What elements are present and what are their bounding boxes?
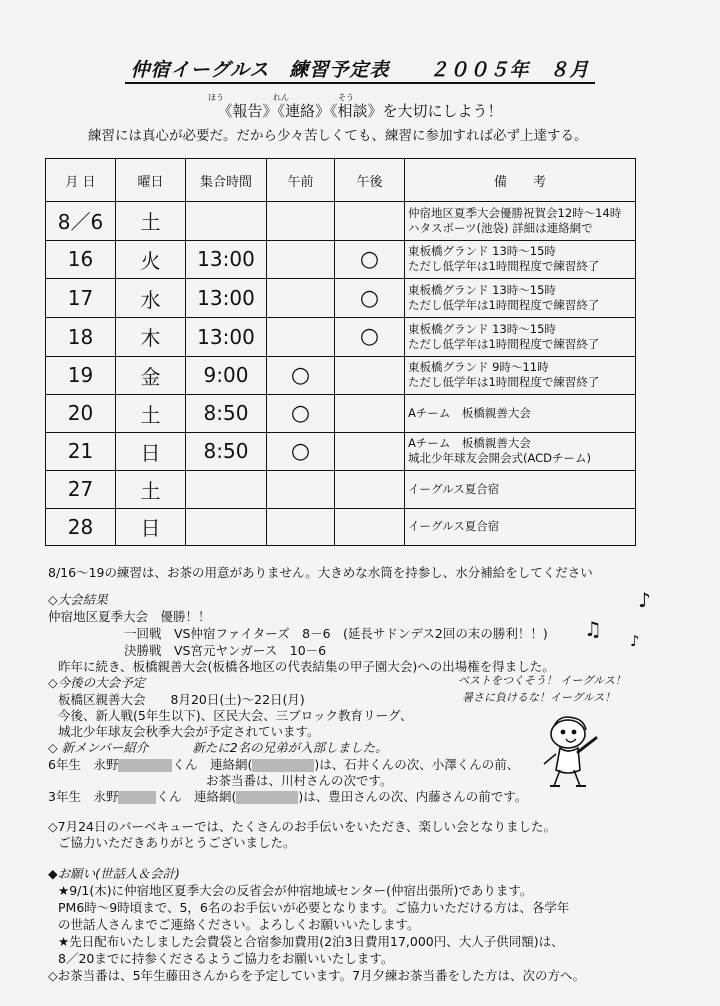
cell-am: ○ xyxy=(267,432,335,471)
cell-pm: ○ xyxy=(335,317,405,356)
music-notes-icon: ♫ xyxy=(584,617,602,641)
redacted-phone xyxy=(236,791,298,804)
eagle-mascot-icon xyxy=(530,708,610,790)
requests-line-3: の世話人さんまでご連絡ください。よろしくお願いいたします。 xyxy=(58,917,420,932)
ruby-ho: ほう xyxy=(208,93,224,102)
note-line: ハタスポーツ(池袋) 詳細は連絡網で xyxy=(408,220,593,235)
schedule-table xyxy=(45,158,636,546)
note-line: 城北少年球友会開会式(ACDチーム) xyxy=(408,451,592,466)
cell-pm xyxy=(335,508,405,545)
cell-am xyxy=(267,508,335,545)
cell-day: 土 xyxy=(116,202,186,241)
upcoming-heading: ◇今後の大会予定 xyxy=(48,675,146,690)
cell-time: 13:00 xyxy=(186,279,267,318)
cell-date: 28 xyxy=(46,508,116,545)
title-bar xyxy=(0,55,720,82)
cell-am xyxy=(267,279,335,318)
table-row xyxy=(46,432,636,471)
cell-pm xyxy=(335,356,405,395)
requests-line-2: PM6時～9時頃まで、5，6名のお手伝いが必要となります。ご協力いただける方は、各学年 xyxy=(58,900,570,915)
table-row xyxy=(46,395,636,432)
note-line: 東板橋グランド 13時～15時 xyxy=(408,283,556,298)
note-line: ただし低学年は1時間程度で練習終了 xyxy=(408,259,600,274)
bbq-line-1: ◇7月24日のバーベキューでは、たくさんのお手伝いをいただき、楽しい会となりました。 xyxy=(48,819,556,834)
cell-time: 13:00 xyxy=(186,240,267,279)
cell-day: 水 xyxy=(116,279,186,318)
cell-am xyxy=(267,317,335,356)
table-row xyxy=(46,508,636,545)
member-2-order: )は、豊田さんの次、内藤さんの前です。 xyxy=(298,789,528,804)
note-line: ただし低学年は1時間程度で練習終了 xyxy=(408,336,600,351)
music-note-small-icon: ♪ xyxy=(630,632,640,650)
col-day: 曜日 xyxy=(116,159,186,202)
cell-am xyxy=(267,202,335,241)
slogan: 《報告》《連絡》《相談》を大切にしよう！ xyxy=(217,102,503,120)
cell-time: 8:50 xyxy=(186,395,267,432)
member-1-contact: くん 連絡網( xyxy=(172,757,253,772)
cell-pm xyxy=(335,432,405,471)
cell-time: 8:50 xyxy=(186,432,267,471)
cell-time: 9:00 xyxy=(186,356,267,395)
col-time: 集合時間 xyxy=(186,159,267,202)
ruby-ren: れん xyxy=(273,93,289,102)
results-line-3: 決勝戦 VS宮元ヤンガース 10－6 xyxy=(124,643,327,658)
cell-date: 17 xyxy=(46,279,116,318)
table-header-row xyxy=(46,159,636,202)
members-subheading: 新たに2名の兄弟が入部しました。 xyxy=(192,740,388,755)
cell-pm: ○ xyxy=(335,279,405,318)
cell-notes xyxy=(405,356,636,395)
cell-day: 金 xyxy=(116,356,186,395)
cell-date: 18 xyxy=(46,317,116,356)
col-pm: 午後 xyxy=(335,159,405,202)
redacted-name xyxy=(118,759,172,772)
requests-line-5: 8／20までに持参くださるようご協力をお願いいたします。 xyxy=(58,951,394,966)
bbq-line-2: ご協力いただきありがとうございました。 xyxy=(58,835,296,850)
cell-time xyxy=(186,471,267,508)
cell-date: 20 xyxy=(46,395,116,432)
member-2-grade: 3年生 永野 xyxy=(48,789,119,804)
requests-line-1: ★9/1(木)に仲宿地区夏季大会の反省会が仲宿地域センター(仲宿出張所)であります。 xyxy=(58,883,533,898)
member-1-tea: お茶当番は、川村さんの次です。 xyxy=(206,773,393,788)
member-1-order: )は、石井くんの次、小澤くんの前、 xyxy=(314,757,520,772)
upcoming-line-3: 城北少年球友会秋季大会が予定されています。 xyxy=(58,724,320,739)
motto: 練習には真心が必要だ。だから少々苦しくても、練習に参加すれば必ず上達する。 xyxy=(88,128,588,144)
cell-pm: ○ xyxy=(335,240,405,279)
cell-notes xyxy=(405,202,636,241)
cell-day: 日 xyxy=(116,508,186,545)
table-row xyxy=(46,471,636,508)
member-2-line xyxy=(48,787,527,805)
col-am: 午前 xyxy=(267,159,335,202)
cell-am: ○ xyxy=(267,356,335,395)
note-line: 東板橋グランド 13時～15時 xyxy=(408,244,556,259)
requests-line-4: ★先日配布いたしました会費袋と合宿参加費用(2泊3日費用17,000円、大人子供同額)は、 xyxy=(58,934,564,949)
cell-day: 日 xyxy=(116,432,186,471)
ruby-so: そう xyxy=(338,93,354,102)
note-line: 東板橋グランド 13時～15時 xyxy=(408,321,556,336)
cell-date: 19 xyxy=(46,356,116,395)
table-row xyxy=(46,356,636,395)
cell-notes xyxy=(405,508,636,545)
cell-notes xyxy=(405,395,636,432)
note-line: Aチーム 板橋親善大会 xyxy=(408,405,531,420)
col-date: 月 日 xyxy=(46,159,116,202)
cell-day: 火 xyxy=(116,240,186,279)
results-line-1: 仲宿地区夏季大会 優勝！！ xyxy=(48,609,211,624)
results-line-4: 昨年に続き、板橋親善大会(板橋各地区の代表結集の甲子園大会)への出場権を得ました。 xyxy=(58,659,555,674)
table-row xyxy=(46,279,636,318)
note-line: 東板橋グランド 9時～11時 xyxy=(408,360,549,375)
note-line: イーグルス夏合宿 xyxy=(408,481,500,496)
page-title: 仲宿イーグルス 練習予定表 ２００５年 ８月 xyxy=(125,59,596,84)
cell-pm xyxy=(335,395,405,432)
note-line: ただし低学年は1時間程度で練習終了 xyxy=(408,298,600,313)
note-line: 仲宿地区夏季大会優勝祝賀会12時～14時 xyxy=(408,205,622,220)
results-line-2: 一回戦 VS仲宿ファイターズ 8－6 (延長サドンデス2回の末の勝利！！) xyxy=(124,626,548,641)
cell-day: 土 xyxy=(116,395,186,432)
requests-line-6: ◇お茶当番は、5年生藤田さんからを予定しています。7月夕練お茶当番をした方は、次の方へ。 xyxy=(48,968,586,983)
member-2-contact: くん 連絡網( xyxy=(156,789,237,804)
cell-notes xyxy=(405,432,636,471)
cell-am xyxy=(267,240,335,279)
cell-notes xyxy=(405,317,636,356)
cell-date: 21 xyxy=(46,432,116,471)
redacted-name xyxy=(118,791,156,804)
cell-notes xyxy=(405,240,636,279)
upcoming-line-2: 今後、新人戦(5年生以下)、区民大会、三ブロック教育リーグ、 xyxy=(58,708,413,723)
cheer-line-2: 暑さに負けるな！イーグルス！ xyxy=(462,691,616,704)
cell-time xyxy=(186,202,267,241)
cheer-line-1: ベストをつくそう！ イーグルス！ xyxy=(458,674,626,687)
cell-day: 土 xyxy=(116,471,186,508)
col-notes: 備 考 xyxy=(405,159,636,202)
requests-heading: ◆お願い(世話人＆会計) xyxy=(48,866,180,881)
note-line: ただし低学年は1時間程度で練習終了 xyxy=(408,375,600,390)
note-line: Aチーム 板橋親善大会 xyxy=(408,436,531,451)
cell-time: 13:00 xyxy=(186,317,267,356)
members-heading: ◇ 新メンバー紹介 xyxy=(48,740,149,755)
cell-notes xyxy=(405,279,636,318)
note-line: イーグルス夏合宿 xyxy=(408,519,500,534)
table-row xyxy=(46,317,636,356)
table-row xyxy=(46,240,636,279)
cell-am xyxy=(267,471,335,508)
upcoming-line-1: 板橋区親善大会 8月20日(土)～22日(月) xyxy=(58,692,305,707)
cell-date: 27 xyxy=(46,471,116,508)
cell-date: 16 xyxy=(46,240,116,279)
cell-pm xyxy=(335,471,405,508)
cell-date: 8／6 xyxy=(46,202,116,241)
members-heading-row xyxy=(48,738,388,756)
cell-pm xyxy=(335,202,405,241)
member-1-grade: 6年生 永野 xyxy=(48,757,119,772)
tea-notice: 8/16～19の練習は、お茶の用意がありません。大きめな水筒を持参し、水分補給をしてください xyxy=(48,565,593,580)
results-heading: ◇大会結果 xyxy=(48,592,108,607)
table-row xyxy=(46,202,636,241)
cell-day: 木 xyxy=(116,317,186,356)
music-note-icon: ♪ xyxy=(638,588,651,612)
cell-notes xyxy=(405,471,636,508)
cell-time xyxy=(186,508,267,545)
cell-am: ○ xyxy=(267,395,335,432)
